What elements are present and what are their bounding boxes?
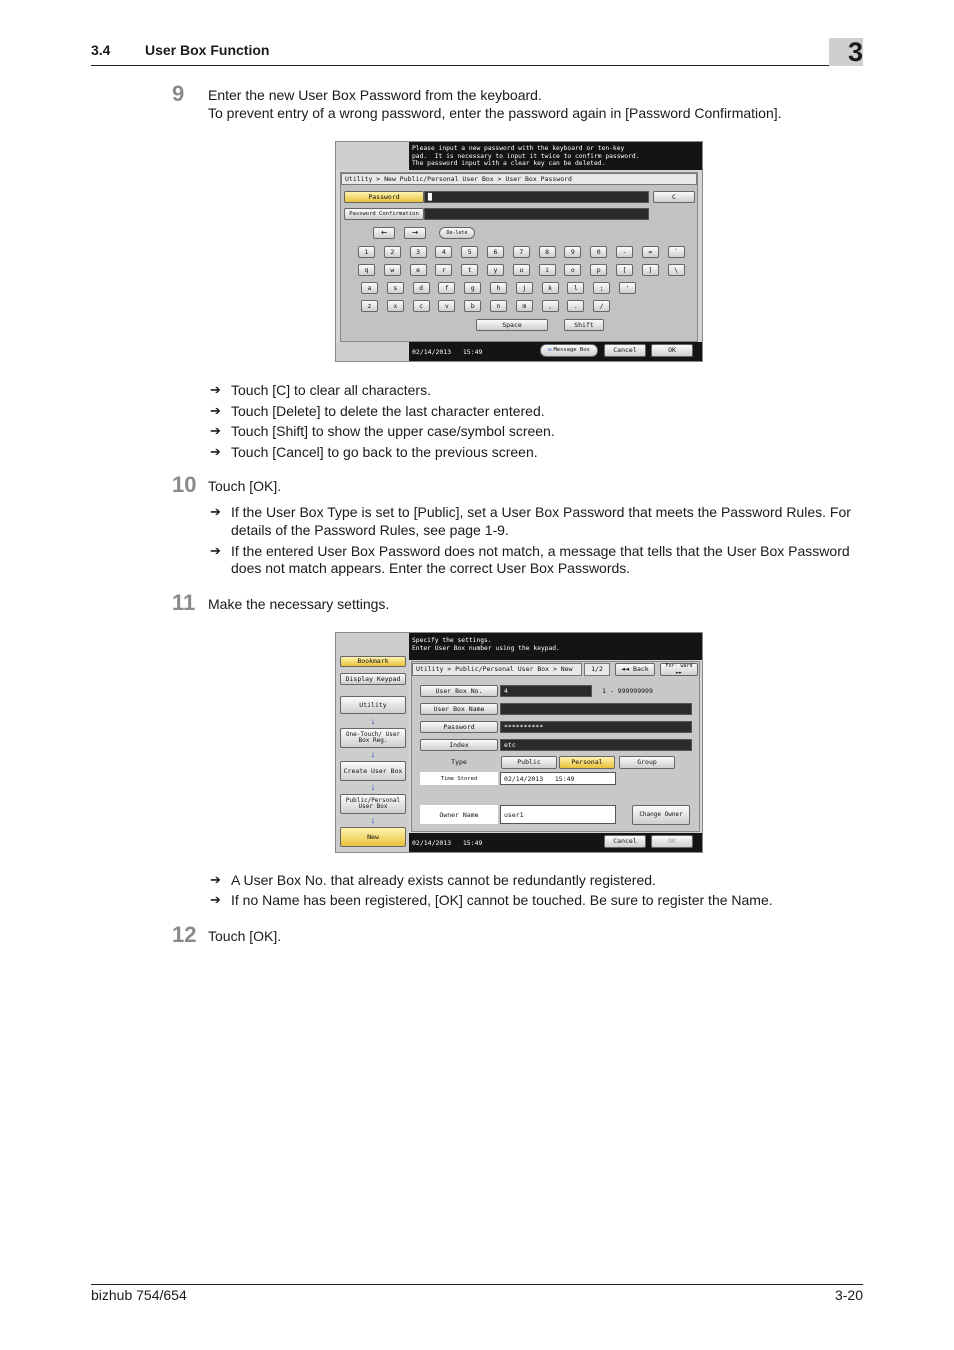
note-arrow-icon: ➔ — [210, 402, 221, 418]
forward-button[interactable]: For- ward ►► — [660, 663, 698, 676]
create-user-box-button[interactable]: Create User Box — [340, 761, 406, 781]
breadcrumb: Utility > Public/Personal User Box > New — [412, 663, 582, 676]
key-button[interactable]: u — [513, 264, 530, 276]
note-text: If the User Box Type is set to [Public], set a User Box Password that meets the Password Rules. For — [231, 504, 851, 520]
message-text: Specify the settings. Enter User Box number using the keypad. — [412, 637, 560, 652]
password-button[interactable]: Password — [344, 191, 424, 203]
key-button[interactable]: \ — [668, 264, 685, 276]
footer-rule — [91, 1284, 863, 1285]
note-text: Touch [Cancel] to go back to the previous screen. — [231, 443, 538, 460]
key-button[interactable]: ; — [593, 282, 610, 294]
cursor-left-button[interactable]: ← — [373, 227, 395, 239]
key-button[interactable]: ' — [619, 282, 636, 294]
index-button[interactable]: Index — [420, 739, 498, 751]
note-text: A User Box No. that already exists cannot be redundantly registered. — [231, 872, 656, 888]
message-area — [409, 633, 702, 660]
key-button[interactable]: g — [464, 282, 481, 294]
step-text: Enter the new User Box Password from the keyboard. — [208, 87, 542, 103]
note-text: does not match appears. Enter the correct User Box Passwords. — [231, 560, 631, 576]
key-button[interactable]: p — [590, 264, 607, 276]
user-box-name-button[interactable]: User Box Name — [420, 703, 498, 715]
down-arrow-icon: ↓ — [370, 749, 376, 759]
key-button[interactable]: m — [516, 300, 533, 312]
key-button[interactable]: [ — [616, 264, 633, 276]
note-arrow-icon: ➔ — [210, 504, 221, 519]
key-button[interactable]: h — [490, 282, 507, 294]
note-text: If no Name has been registered, [OK] cannot be touched. Be sure to register the Name. — [231, 892, 773, 908]
message-box-icon: ✉ — [548, 347, 552, 354]
key-button[interactable]: e — [410, 264, 427, 276]
key-button[interactable]: t — [461, 264, 478, 276]
message-area — [409, 142, 702, 170]
type-label: Type — [451, 758, 467, 766]
key-button[interactable]: - — [616, 246, 633, 258]
note-text: Touch [C] to clear all characters. — [231, 382, 431, 398]
key-button[interactable]: 6 — [487, 246, 504, 258]
key-button[interactable]: ] — [642, 264, 659, 276]
step-number: 9 — [172, 81, 185, 106]
footer-page-number: 3-20 — [834, 1287, 863, 1303]
down-arrow-icon: ↓ — [370, 716, 376, 726]
key-button[interactable]: l — [567, 282, 584, 294]
password-confirmation-field[interactable] — [424, 208, 649, 220]
key-button[interactable]: 2 — [384, 246, 401, 258]
password-entry-screen — [335, 141, 703, 362]
key-button[interactable]: = — [642, 246, 659, 258]
key-button[interactable]: , — [542, 300, 559, 312]
step-number: 10 — [172, 472, 197, 497]
note-text: Touch [Shift] to show the upper case/symbol screen. — [231, 423, 555, 440]
note-text: Touch [Delete] to delete the last character entered. — [231, 402, 545, 419]
display-keypad-button[interactable]: Display Keypad — [340, 673, 406, 685]
step-text: Make the necessary settings. — [208, 596, 390, 612]
message-box-button[interactable] — [540, 344, 598, 357]
type-personal-button[interactable]: Personal — [559, 756, 615, 769]
key-button[interactable]: i — [539, 264, 556, 276]
note-arrow-icon: ➔ — [210, 892, 221, 907]
key-button[interactable]: 5 — [461, 246, 478, 258]
key-button[interactable]: ` — [668, 246, 685, 258]
message-text: Please input a new password with the keyboard or ten-key pad. It is necessary to input it twice to confirm password. The password input with a clear key can be deleted. — [412, 145, 640, 167]
key-button[interactable]: c — [413, 300, 430, 312]
step-number: 12 — [172, 922, 197, 947]
date-time: 02/14/2013 15:49 — [412, 348, 483, 356]
password-field[interactable]: ********** — [500, 721, 692, 733]
public-personal-user-box-button[interactable]: Public/Personal User Box — [340, 794, 406, 814]
page-indicator: 1/2 — [584, 663, 610, 676]
note-text: If the entered User Box Password does not match, a message that tells that the User Box Password — [231, 543, 850, 559]
key-button[interactable]: 7 — [513, 246, 530, 258]
down-arrow-icon: ↓ — [370, 782, 376, 792]
step-text: Touch [OK]. — [208, 478, 282, 494]
index-field[interactable]: etc — [500, 739, 692, 751]
note-arrow-icon: ➔ — [210, 443, 221, 459]
key-button[interactable]: 3 — [410, 246, 427, 258]
owner-name-label: Owner Name — [420, 805, 498, 824]
password-button[interactable]: Password — [420, 721, 498, 733]
key-button[interactable]: 8 — [539, 246, 556, 258]
type-group-button[interactable]: Group — [619, 756, 675, 769]
key-button[interactable]: k — [542, 282, 559, 294]
ok-button[interactable]: OK — [651, 835, 693, 848]
time-stored-value: 02/14/2013 15:49 — [500, 772, 616, 785]
date-time: 02/14/2013 15:49 — [412, 839, 483, 847]
key-button[interactable]: j — [516, 282, 533, 294]
step-text: To prevent entry of a wrong password, enter the password again in [Password Confirmation]. — [208, 105, 782, 121]
ok-button[interactable]: OK — [651, 344, 693, 357]
key-button[interactable]: x — [387, 300, 404, 312]
user-box-name-field[interactable] — [500, 703, 692, 715]
cursor-right-button[interactable]: → — [404, 227, 426, 239]
key-button[interactable]: w — [384, 264, 401, 276]
key-button[interactable]: / — [593, 300, 610, 312]
key-button[interactable]: o — [564, 264, 581, 276]
shift-button[interactable]: Shift — [564, 319, 604, 331]
key-button[interactable]: a — [361, 282, 378, 294]
key-button[interactable]: v — [438, 300, 455, 312]
key-button[interactable]: s — [387, 282, 404, 294]
footer-product: bizhub 754/654 — [91, 1287, 187, 1303]
owner-name-value: user1 — [500, 805, 616, 824]
note-arrow-icon: ➔ — [210, 423, 221, 439]
message-box-label: Message Box — [553, 347, 590, 354]
step-number: 11 — [172, 590, 196, 615]
key-button[interactable]: 0 — [590, 246, 607, 258]
section-number: 3.4 — [91, 42, 111, 58]
user-box-no-range: 1 - 999999999 — [602, 687, 653, 695]
password-confirmation-button[interactable]: Password Confirmation — [344, 208, 424, 220]
new-button[interactable]: New — [340, 827, 406, 847]
note-arrow-icon: ➔ — [210, 872, 221, 887]
note-text: details of the Password Rules, see page 1-9. — [231, 522, 509, 538]
key-button[interactable]: r — [435, 264, 452, 276]
header-rule — [91, 65, 863, 66]
user-box-no-field[interactable]: 4 — [500, 685, 592, 697]
key-button[interactable]: z — [361, 300, 378, 312]
key-button[interactable]: 9 — [564, 246, 581, 258]
change-owner-button[interactable]: Change Owner — [632, 805, 690, 825]
breadcrumb: Utility > New Public/Personal User Box > User Box Password — [341, 173, 697, 185]
key-button[interactable]: b — [464, 300, 481, 312]
step-text: Touch [OK]. — [208, 928, 282, 944]
password-field[interactable]: █ — [424, 191, 649, 203]
key-button[interactable]: n — [490, 300, 507, 312]
key-button[interactable]: f — [438, 282, 455, 294]
cancel-button[interactable]: Cancel — [604, 344, 646, 357]
chapter-number: 3 — [847, 37, 863, 67]
down-arrow-icon: ↓ — [370, 815, 376, 825]
key-button[interactable]: y — [487, 264, 504, 276]
key-button[interactable]: q — [358, 264, 375, 276]
key-button[interactable]: d — [413, 282, 430, 294]
user-box-no-button[interactable]: User Box No. — [420, 685, 498, 697]
type-public-button[interactable]: Public — [501, 756, 557, 769]
section-title: User Box Function — [145, 42, 270, 58]
space-button[interactable]: Space — [476, 319, 548, 331]
new-user-box-screen — [335, 632, 703, 853]
cancel-button[interactable]: Cancel — [604, 835, 646, 848]
note-arrow-icon: ➔ — [210, 543, 221, 558]
key-button[interactable]: . — [567, 300, 584, 312]
utility-button[interactable]: Utility — [340, 696, 406, 714]
onetouch-userbox-reg-button[interactable]: One-Touch/ User Box Reg. — [340, 728, 406, 748]
clear-button[interactable]: C — [653, 191, 695, 203]
time-stored-label: Time Stored — [420, 772, 498, 785]
delete-button[interactable]: De-lete — [439, 227, 475, 239]
key-button[interactable]: 4 — [435, 246, 452, 258]
bookmark-button[interactable]: Bookmark — [340, 656, 406, 667]
key-button[interactable]: 1 — [358, 246, 375, 258]
note-arrow-icon: ➔ — [210, 382, 221, 397]
back-button[interactable]: ◄◄ Back — [615, 663, 655, 676]
